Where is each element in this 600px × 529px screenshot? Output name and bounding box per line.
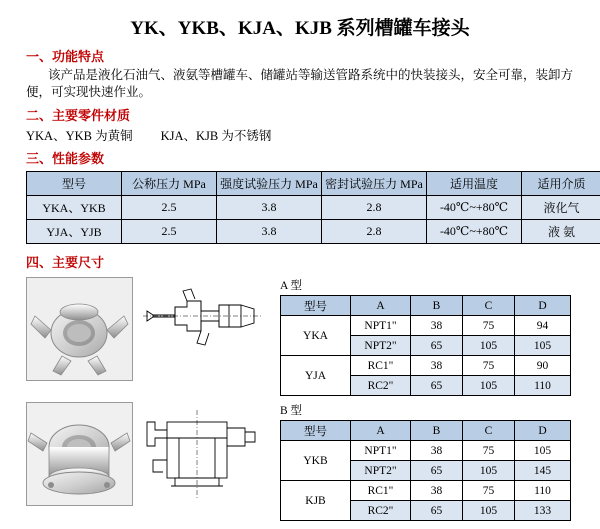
cell: YJA、YJB (27, 220, 122, 244)
cell: -40℃~+80℃ (427, 196, 522, 220)
cell: NPT1" (351, 316, 411, 336)
cell: 38 (411, 481, 463, 501)
dimension-row-a (26, 277, 586, 396)
table-row (27, 196, 600, 220)
cell: RC1" (351, 356, 411, 376)
column-header: 型号 (281, 296, 351, 316)
cell: 145 (515, 461, 571, 481)
cell: 75 (463, 356, 515, 376)
table-row (281, 441, 571, 461)
cell: 75 (463, 441, 515, 461)
column-header: 适用温度 (427, 172, 522, 196)
section-heading-features: 一、功能特点 (26, 46, 588, 65)
column-header: C (463, 421, 515, 441)
page-title: YK、YKB、KJA、KJB 系列槽罐车接头 (12, 13, 588, 40)
table-header-row (281, 421, 571, 441)
cell: 133 (515, 501, 571, 521)
cell: 105 (463, 336, 515, 356)
dimension-table-a (280, 295, 571, 396)
column-header: D (515, 296, 571, 316)
cell: 38 (411, 356, 463, 376)
table-row (281, 481, 571, 501)
column-header: 型号 (27, 172, 122, 196)
cell: 105 (463, 376, 515, 396)
coupling-drawing-b (141, 402, 266, 504)
cell-model: YKA (281, 316, 351, 356)
column-header: A (351, 421, 411, 441)
cell: RC2" (351, 501, 411, 521)
cell: 90 (515, 356, 571, 376)
cell: 2.5 (122, 220, 217, 244)
coupling-drawing-a (141, 277, 266, 379)
cell: 105 (515, 336, 571, 356)
table-header-row (27, 172, 600, 196)
materials-body (26, 126, 588, 144)
cell: 3.8 (217, 196, 322, 220)
dimension-table-a-wrap (280, 277, 571, 396)
table-row (27, 220, 600, 244)
column-header: 强度试验压力 MPa (217, 172, 322, 196)
cell: 110 (515, 481, 571, 501)
cell: 2.8 (322, 220, 427, 244)
cell: NPT2" (351, 461, 411, 481)
section-heading-dimensions: 四、主要尺寸 (26, 252, 588, 271)
cell: 105 (463, 501, 515, 521)
column-header: A (351, 296, 411, 316)
cell: RC1" (351, 481, 411, 501)
section-heading-performance: 三、性能参数 (26, 148, 588, 167)
table-row (281, 356, 571, 376)
cell: 105 (463, 461, 515, 481)
cell: 65 (411, 501, 463, 521)
performance-table (26, 171, 600, 244)
column-header: 密封试验压力 MPa (322, 172, 427, 196)
column-header: 适用介质 (522, 172, 600, 196)
document-page (0, 13, 600, 529)
cell: 94 (515, 316, 571, 336)
dimension-table-b-wrap (280, 402, 571, 521)
dimensions-area (26, 277, 586, 521)
materials-right: KJA、KJB 为不锈钢 (161, 129, 272, 143)
cell: 110 (515, 376, 571, 396)
dimension-table-a-label: A 型 (280, 277, 571, 293)
cell-model: YKB (281, 441, 351, 481)
features-body-text: 该产品是液化石油气、液氨等槽罐车、储罐站等输送管路系统中的快装接头，安全可靠，装卸方便，可实现快速作业。 (26, 68, 573, 99)
column-header: 型号 (281, 421, 351, 441)
column-header: D (515, 421, 571, 441)
cell: 液化气 (522, 196, 600, 220)
cell: 75 (463, 316, 515, 336)
cell: NPT1" (351, 441, 411, 461)
cell: -40℃~+80℃ (427, 220, 522, 244)
dimension-table-b (280, 420, 571, 521)
cell-model: KJB (281, 481, 351, 521)
features-body (26, 67, 582, 101)
column-header: B (411, 296, 463, 316)
cell: 38 (411, 316, 463, 336)
coupling-photo-a (26, 277, 133, 381)
cell: 65 (411, 376, 463, 396)
cell: YKA、YKB (27, 196, 122, 220)
cell: 75 (463, 481, 515, 501)
cell: 105 (515, 441, 571, 461)
materials-left: YKA、YKB 为黄铜 (26, 129, 133, 143)
cell: 2.5 (122, 196, 217, 220)
cell: 液 氨 (522, 220, 600, 244)
column-header: 公称压力 MPa (122, 172, 217, 196)
cell: RC2" (351, 376, 411, 396)
table-row (281, 316, 571, 336)
cell: 38 (411, 441, 463, 461)
cell-model: YJA (281, 356, 351, 396)
dimension-table-b-label: B 型 (280, 402, 571, 418)
cell: 2.8 (322, 196, 427, 220)
section-heading-materials: 二、主要零件材质 (26, 105, 588, 124)
cell: NPT2" (351, 336, 411, 356)
table-header-row (281, 296, 571, 316)
coupling-photo-b (26, 402, 133, 506)
cell: 3.8 (217, 220, 322, 244)
cell: 65 (411, 461, 463, 481)
column-header: C (463, 296, 515, 316)
dimension-row-b (26, 402, 586, 521)
cell: 65 (411, 336, 463, 356)
column-header: B (411, 421, 463, 441)
